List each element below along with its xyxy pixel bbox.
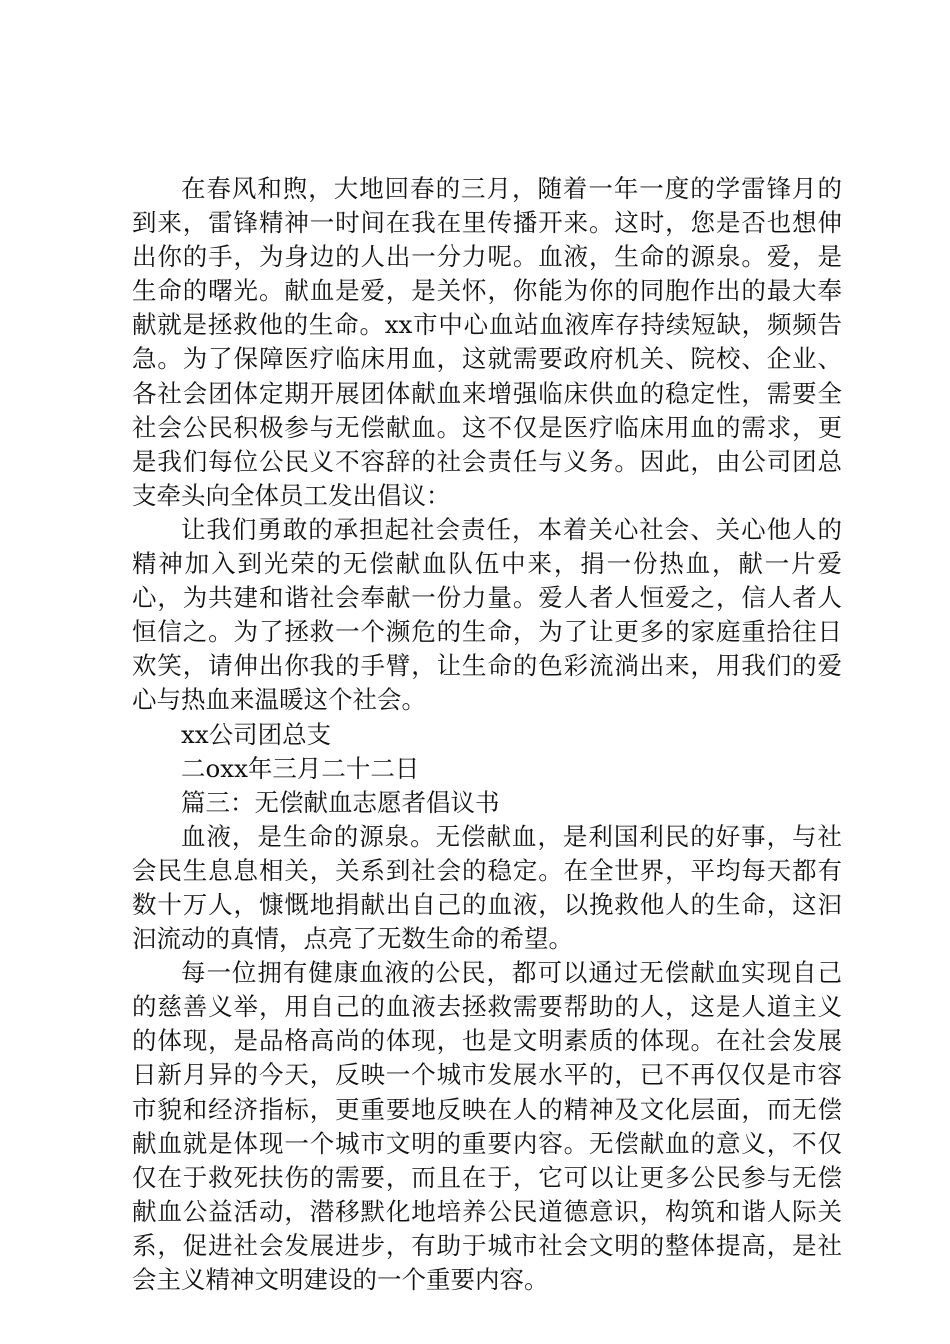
- signature-date: 二oxx年三月二十二日: [181, 753, 420, 783]
- section-title: 篇三：无偿献血志愿者倡议书: [181, 787, 500, 817]
- paragraph-blood-source: 血液，是生命的源泉。无偿献血，是利国利民的好事，与社会民生息息相关，关系到社会的稳定。在全世界，平均每天都有数十万人，慷慨地捐献出自己的血液，以挽救他人的生命，这汩汩流动的真情，点亮了无数生命的希望。: [132, 821, 842, 954]
- paragraph-spring-lei-feng: 在春风和煦，大地回春的三月，随着一年一度的学雷锋月的到来，雷锋精神一时间在我在里传播开来。这时，您是否也想伸出你的手，为身边的人出一分力呢。血液，生命的源泉。爱，是生命的曙光。献血是爱，是关怀，你能为你的同胞作出的最大奉献就是拯救他的生命。xx市中心血站血液库存持续短缺，频频告急。为了保障医疗临床用血，这就需要政府机关、院校、企业、各社会团体定期开展团体献血来增强临床供血的稳定性，需要全社会公民积极参与无偿献血。这不仅是医疗临床用血的需求，更是我们每位公民义不容辞的社会责任与义务。因此，由公司团总支牵头向全体员工发出倡议：: [132, 174, 842, 510]
- document-body: [132, 172, 842, 1297]
- paragraph-call-to-action: 让我们勇敢的承担起社会责任，本着关心社会、关心他人的精神加入到光荣的无偿献血队伍中来，捐一份热血，献一片爱心，为共建和谐社会奉献一份力量。爱人者人恒爱之，信人者人恒信之。为了拯救一个濒危的生命，为了让更多的家庭重拾往日欢笑，请伸出你我的手臂，让生命的色彩流淌出来，用我们的爱心与热血来温暖这个社会。: [132, 514, 842, 715]
- signature-organization: xx公司团总支: [181, 719, 332, 749]
- paragraph-citizen-duty: 每一位拥有健康血液的公民，都可以通过无偿献血实现自己的慈善义举，用自己的血液去拯救需要帮助的人，这是人道主义的体现，是品格高尚的体现，也是文明素质的体现。在社会发展日新月异的今天，反映一个城市发展水平的，已不再仅仅是市容市貌和经济指标，更重要地反映在人的精神及文化层面，而无偿献血就是体现一个城市文明的重要内容。无偿献血的意义，不仅仅在于救死扶伤的需要，而且在于，它可以让更多公民参与无偿献血公益活动，潜移默化地培养公民道德意识，构筑和谐人际关系，促进社会发展进步，有助于城市社会文明的整体提高，是社会主义精神文明建设的一个重要内容。: [132, 958, 842, 1294]
